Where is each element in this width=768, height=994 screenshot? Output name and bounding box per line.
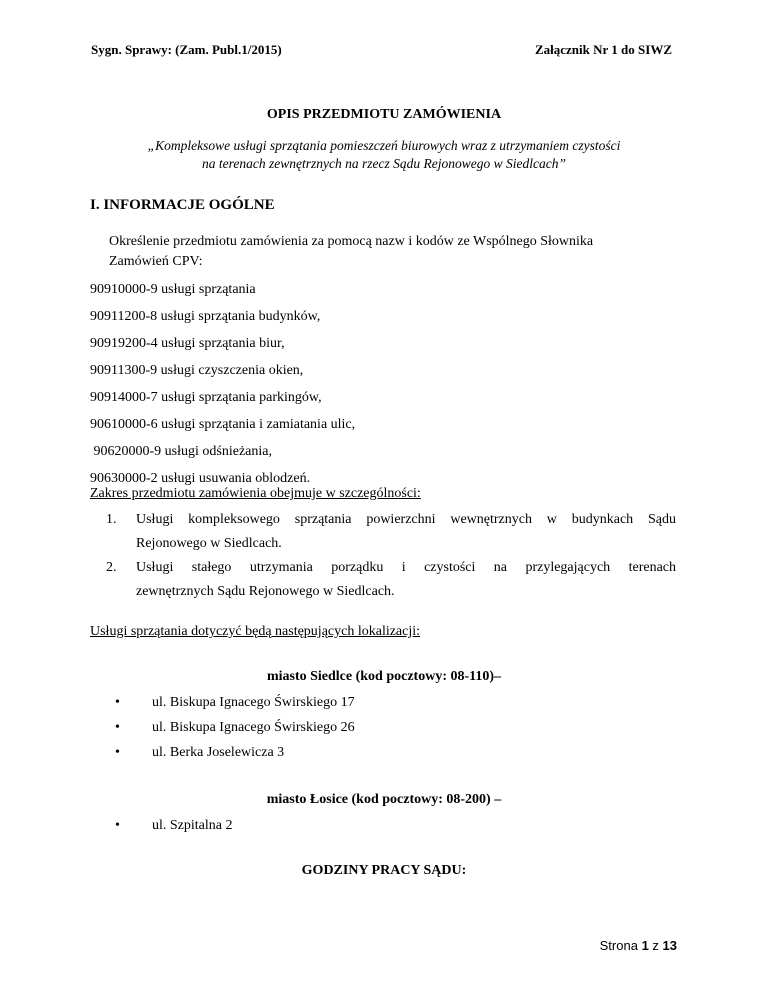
bullet-icon: •: [115, 745, 120, 760]
cpv-intro: [109, 233, 593, 271]
cpv-item: 90911200-8 usługi sprzątania budynków,: [90, 309, 321, 324]
current-page: 1: [641, 938, 649, 953]
cpv-item: 90911300-9 usługi czyszczenia okien,: [90, 363, 304, 378]
scope-item-line: Usługi stałego utrzymania porządku i czystości na przylegających terenach: [136, 560, 676, 575]
cpv-intro-line-2: Zamówień CPV:: [109, 254, 203, 269]
header-attachment: Załącznik Nr 1 do SIWZ: [534, 42, 672, 57]
header-case-number: Sygn. Sprawy: (Zam. Publ.1/2015): [91, 42, 282, 57]
subtitle-line-1: „Kompleksowe usługi sprzątania pomieszczeń biurowych wraz z utrzymaniem czystości: [147, 138, 621, 153]
address: ul. Szpitalna 2: [152, 818, 233, 833]
locations-heading: Usługi sprzątania dotyczyć będą następujących lokalizacji:: [90, 624, 421, 639]
list-item: [115, 720, 515, 740]
address: ul. Biskupa Ignacego Świrskiego 17: [152, 695, 355, 710]
scope-item-line: Rejonowego w Siedlcach.: [136, 536, 282, 551]
cpv-item: 90630000-2 usługi usuwania oblodzeń.: [90, 471, 311, 486]
bullet-icon: •: [115, 695, 120, 710]
hours-heading: GODZINY PRACY SĄDU:: [301, 863, 467, 878]
cpv-item: 90910000-9 usługi sprzątania: [90, 282, 256, 297]
scope-item-line: Usługi kompleksowego sprzątania powierzchni wewnętrznych w budynkach Sądu: [136, 512, 676, 527]
cpv-list: [90, 281, 355, 497]
scope-item-number: 1.: [106, 512, 117, 527]
bullet-icon: •: [115, 720, 120, 735]
cpv-item: 90914000-7 usługi sprzątania parkingów,: [90, 390, 322, 405]
cpv-intro-line-1: Określenie przedmiotu zamówienia za pomocą nazw i kodów ze Wspólnego Słownika: [109, 234, 594, 249]
scope-item-number: 2.: [106, 560, 117, 575]
page-number: [600, 938, 677, 953]
scope-heading: Zakres przedmiotu zamówienia obejmuje w szczególności:: [90, 486, 421, 501]
subtitle: [0, 137, 768, 173]
city-heading-siedlce: miasto Siedlce (kod pocztowy: 08-110)–: [266, 669, 502, 684]
city-heading-losice: miasto Łosice (kod pocztowy: 08-200) –: [266, 792, 502, 807]
list-item: [115, 818, 515, 838]
page-title: OPIS PRZEDMIOTU ZAMÓWIENIA: [266, 107, 502, 122]
cpv-item: 90610000-6 usługi sprzątania i zamiatania ulic,: [90, 417, 356, 432]
page-separator: z: [648, 938, 663, 953]
list-item: [115, 745, 515, 765]
total-pages: 13: [662, 938, 677, 953]
page-label: Strona: [599, 938, 642, 953]
section-heading: I. INFORMACJE OGÓLNE: [90, 197, 275, 213]
cpv-item: 90919200-4 usługi sprzątania biur,: [90, 336, 285, 351]
cpv-item: 90620000-9 usługi odśnieżania,: [90, 444, 272, 459]
address: ul. Biskupa Ignacego Świrskiego 26: [152, 720, 355, 735]
bullet-icon: •: [115, 818, 120, 833]
subtitle-line-2: na terenach zewnętrznych na rzecz Sądu Rejonowego w Siedlcach”: [202, 156, 566, 171]
scope-item-line: zewnętrznych Sądu Rejonowego w Siedlcach.: [136, 584, 395, 599]
list-item: [115, 695, 515, 715]
address: ul. Berka Joselewicza 3: [152, 745, 285, 760]
